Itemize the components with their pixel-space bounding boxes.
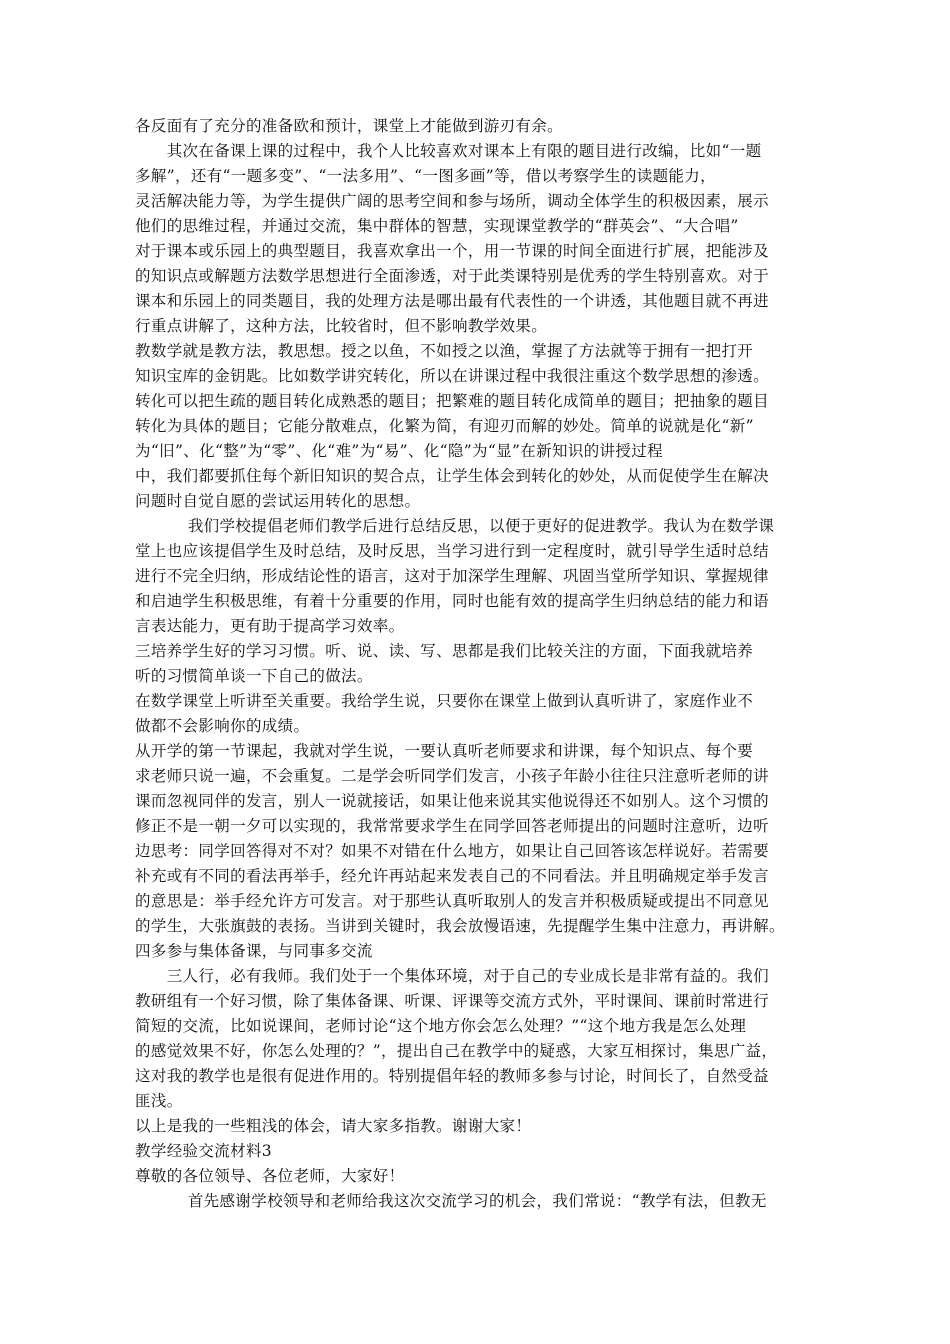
text-line: 三人行，必有我师。我们处于一个集体环境，对于自己的专业成长是非常有益的。我们 — [135, 967, 770, 985]
text-line: 三培养学生好的学习习惯。听、说、读、写、思都是我们比较关注的方面，下面我就培养 — [135, 642, 754, 660]
text-line: 行重点讲解了，这种方法，比较省时，但不影响教学效果。 — [135, 317, 548, 335]
text-line: 转化为具体的题目；它能分散难点，化繁为简，有迎刃而解的妙处。简单的说就是化“新” — [135, 417, 754, 435]
text-line: 堂上也应该提倡学生及时总结，及时反思，当学习进行到一定程度时，就引导学生适时总结 — [135, 542, 770, 560]
text-line: 课本和乐园上的同类题目，我的处理方法是哪出最有代表性的一个讲透，其他题目就不再进 — [135, 292, 770, 310]
text-line: 补充或有不同的看法再举手，经允许再站起来发表自己的不同看法。并且明确规定举手发言 — [135, 867, 770, 885]
text-line: 从开学的第一节课起，我就对学生说，一要认真听老师要求和讲课，每个知识点、每个要 — [135, 742, 754, 760]
text-line: 首先感谢学校领导和老师给我这次交流学习的机会，我们常说：“教学有法，但教无 — [135, 1192, 767, 1210]
salutation: 尊敬的各位领导、各位老师，大家好！ — [135, 1167, 405, 1185]
text-line: 简短的交流，比如说课间，老师讨论“这个地方你会怎么处理？”“这个地方我是怎么处理 — [135, 1017, 747, 1035]
text-line: 的学生，大张旗鼓的表扬。当讲到关键时，我会放慢语速，先提醒学生集中注意力，再讲解。 — [135, 917, 785, 935]
text-line: 进行不完全归纳，形成结论性的语言，这对于加深学生理解、巩固当堂所学知识、掌握规律 — [135, 567, 770, 585]
text-line: 转化可以把生疏的题目转化成熟悉的题目；把繁难的题目转化成简单的题目；把抽象的题目 — [135, 392, 770, 410]
text-line: 他们的思维过程，并通过交流，集中群体的智慧，实现课堂教学的“群英会”、“大合唱” — [135, 217, 739, 235]
text-line: 言表达能力，更有助于提高学习效率。 — [135, 617, 405, 635]
text-line: 的感觉效果不好，你怎么处理的？”，提出自己在教学中的疑惑，大家互相探讨，集思广益， — [135, 1042, 778, 1060]
text-line: 听的习惯简单谈一下自己的做法。 — [135, 667, 373, 685]
text-line: 边思考：同学回答得对不对？如果不对错在什么地方，如果让自己回答该怎样说好。若需要 — [135, 842, 770, 860]
text-line: 和启迪学生积极思维，有着十分重要的作用，同时也能有效的提高学生归纳总结的能力和语 — [135, 592, 770, 610]
text-line: 我们学校提倡老师们教学后进行总结反思，以便于更好的促进教学。我认为在数学课 — [135, 517, 775, 535]
text-line: 四多参与集体备课，与同事多交流 — [135, 942, 373, 960]
text-line: 问题时自觉自愿的尝试运用转化的思想。 — [135, 492, 421, 510]
text-line: 修正不是一朝一夕可以实现的，我常常要求学生在同学回答老师提出的问题时注意听，边听 — [135, 817, 770, 835]
text-line: 知识宝库的金钥匙。比如数学讲究转化，所以在讲课过程中我很注重这个数学思想的渗透。 — [135, 367, 770, 385]
text-line: 灵活解决能力等，为学生提供广阔的思考空间和参与场所，调动全体学生的积极因素，展示 — [135, 192, 770, 210]
text-line: 的意思是：举手经允许方可发言。对于那些认真听取别人的发言并积极质疑或提出不同意见 — [135, 892, 770, 910]
text-line: 为“旧”、化“整”为“零”、化“难”为“易”、化“隐”为“显”在新知识的讲授过程 — [135, 442, 663, 460]
text-line: 教研组有一个好习惯，除了集体备课、听课、评课等交流方式外，平时课间、课前时常进行 — [135, 992, 770, 1010]
text-line: 匪浅。 — [135, 1092, 183, 1110]
text-line: 中，我们都要抓住每个新旧知识的契合点，让学生体会到转化的妙处，从而促使学生在解决 — [135, 467, 770, 485]
text-line: 的知识点或解题方法数学思想进行全面渗透，对于此类课特别是优秀的学生特别喜欢。对于 — [135, 267, 770, 285]
text-line: 其次在备课上课的过程中，我个人比较喜欢对课本上有限的题目进行改编，比如“一题 — [135, 142, 762, 160]
text-line: 做都不会影响你的成绩。 — [135, 717, 310, 735]
text-line: 教数学就是教方法，教思想。授之以鱼，不如授之以渔，掌握了方法就等于拥有一把打开 — [135, 342, 754, 360]
text-line: 多解”，还有“一题多变”、“一法多用”、“一图多画”等，借以考察学生的读题能力， — [135, 167, 716, 185]
text-line: 求老师只说一遍，不会重复。二是学会听同学们发言，小孩子年龄小往往只注意听老师的讲 — [135, 767, 770, 785]
text-line: 对于课本或乐园上的典型题目，我喜欢拿出一个，用一节课的时间全面进行扩展，把能涉及 — [135, 242, 770, 260]
text-line: 各反面有了充分的准备欧和预计，课堂上才能做到游刃有余。 — [135, 117, 563, 135]
section-heading: 教学经验交流材料3 — [135, 1142, 273, 1160]
text-line: 这对我的教学也是很有促进作用的。特别提倡年轻的教师多参与讨论，时间长了，自然受益 — [135, 1067, 770, 1085]
text-line: 课而忽视同伴的发言，别人一说就接话，如果让他来说其实他说得还不如别人。这个习惯的 — [135, 792, 770, 810]
text-line: 在数学课堂上听讲至关重要。我给学生说，只要你在课堂上做到认真听讲了，家庭作业不 — [135, 692, 754, 710]
text-line: 以上是我的一些粗浅的体会，请大家多指教。谢谢大家！ — [135, 1117, 532, 1135]
